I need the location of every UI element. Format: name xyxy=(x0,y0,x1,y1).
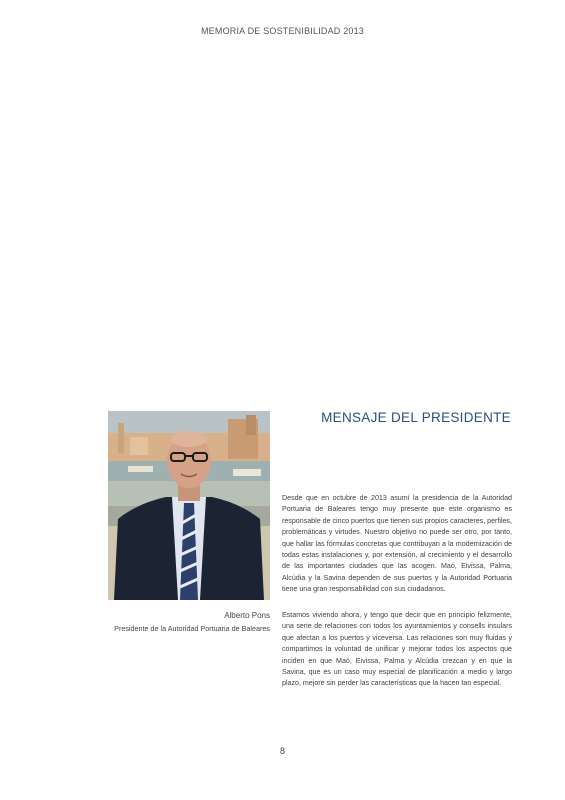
body-paragraph: Desde que en octubre de 2013 asumí la presidencia de la Autoridad Portuaria de Baleares tengo muy presente que este organismo es responsable de cinco puertos que tienen sus propios caracteres, perfiles, problemáticas y virtudes. Nuestro objetivo no puede ser otro, por tanto, que hallar las fórmulas concretas que contribuyan a la modernización de todas estas instalaciones y, por extensión, al crecimiento y el desarrollo de las importantes ciudades que las acogen. Maó, Eivissa, Palma, Alcúdia y la Savina dependen de sus puertos y la Autoridad Portuaria tiene una gran responsabilidad con sus ciudadanos. xyxy=(282,494,512,594)
section-title: MENSAJE DEL PRESIDENTE xyxy=(321,410,511,425)
body-paragraph: Estamos viviendo ahora, y tengo que decir que en principio felizmente, una serie de relaciones con todos los ayuntamientos y consells insulars que afectan a los puertos y viceversa. Las relaciones son muy fluidas y compartimos la voluntad de unificar y mejorar todos los aspectos que inciden en que Maó, Eivissa, Palma y Alcúdia crezcan y en que la Savina, que es un caso muy especial de planificación a medio y largo plazo, mejore sin perder las características que la hacen tan especial. xyxy=(282,611,512,688)
page-header: MEMORIA DE SOSTENIBILIDAD 2013 xyxy=(200,26,365,36)
president-photo xyxy=(108,411,270,600)
photo-caption-name: Alberto Pons xyxy=(224,611,270,620)
photo-caption-role: Presidente de la Autoridad Portuaria de Baleares xyxy=(114,624,270,633)
page-number: 8 xyxy=(279,746,285,756)
